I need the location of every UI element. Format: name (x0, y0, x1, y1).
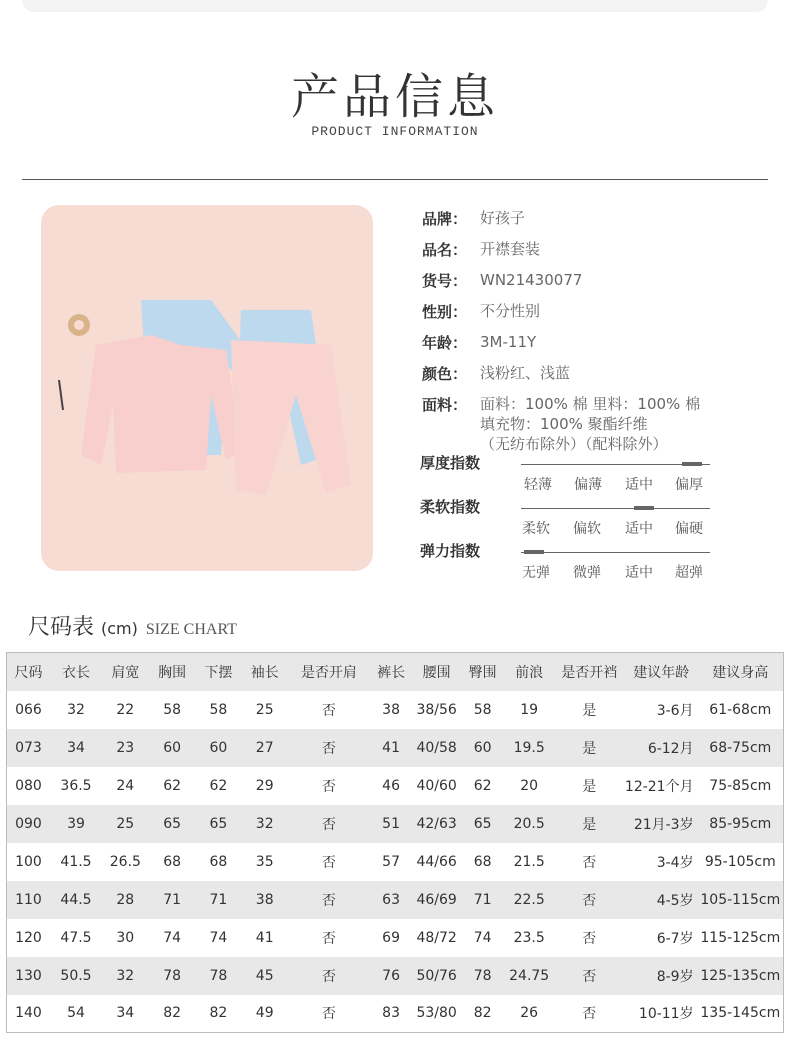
table-cell: 否 (582, 1006, 597, 1023)
index-option: 轻薄 (524, 477, 552, 493)
table-cell: 65 (163, 815, 182, 832)
table-cell: 135-145cm (700, 1005, 781, 1022)
column-header: 尺码 (14, 664, 43, 681)
table-cell: 20 (520, 777, 539, 794)
index-option: 微弹 (573, 565, 601, 581)
table-cell: 066 (15, 701, 42, 718)
table-cell: 34 (67, 739, 85, 756)
table-row (7, 881, 784, 919)
size-chart-heading: 尺码表 (28, 615, 95, 640)
table-cell: 60 (163, 739, 182, 756)
table-cell: 68 (473, 853, 492, 870)
table-cell: 71 (209, 891, 228, 908)
table-cell: 83 (382, 1005, 400, 1022)
table-cell: 是 (582, 816, 597, 833)
table-cell: 3-4岁 (656, 854, 694, 871)
index-marker (524, 550, 544, 554)
table-cell: 21月-3岁 (633, 816, 694, 833)
table-row (7, 957, 784, 995)
table-cell: 68 (163, 853, 182, 870)
table-cell: 41 (255, 929, 274, 946)
table-cell: 否 (321, 930, 336, 947)
divider (22, 179, 768, 180)
table-cell: 44/66 (416, 853, 457, 870)
table-cell: 否 (321, 968, 336, 985)
index-marker (682, 462, 702, 466)
info-value: 开襟套装 (480, 240, 541, 258)
table-cell: 44.5 (60, 891, 92, 908)
table-cell: 19 (520, 701, 539, 718)
table-row (7, 691, 784, 729)
table-cell: 28 (116, 891, 135, 908)
table-cell: 47.5 (60, 929, 92, 946)
index-option: 超弹 (675, 565, 703, 581)
table-cell: 否 (582, 968, 597, 985)
info-value: 不分性别 (480, 302, 541, 320)
info-label: 品牌： (422, 210, 468, 228)
table-row (7, 729, 784, 767)
column-header: 袖长 (250, 664, 279, 681)
size-chart-heading-en: SIZE CHART (145, 621, 237, 638)
index-option: 无弹 (522, 565, 550, 581)
table-cell: 26 (520, 1005, 539, 1022)
table-cell: 30 (116, 929, 135, 946)
table-cell: 40/58 (416, 739, 457, 756)
table-cell: 115-125cm (700, 929, 781, 946)
table-cell: 50.5 (60, 967, 92, 984)
table-row (7, 767, 784, 805)
table-cell: 45 (255, 967, 274, 984)
column-header: 肩宽 (111, 664, 140, 681)
table-row (7, 843, 784, 881)
info-label: 货号： (422, 272, 468, 290)
table-cell: 32 (67, 701, 85, 718)
table-cell: 74 (163, 929, 182, 946)
page-subtitle: PRODUCT INFORMATION (311, 124, 479, 139)
table-cell: 19.5 (513, 739, 545, 756)
table-cell: 否 (321, 1006, 336, 1023)
table-cell: 42/63 (416, 815, 457, 832)
table-cell: 60 (473, 739, 492, 756)
product-photo (41, 205, 373, 571)
table-cell: 27 (255, 739, 274, 756)
table-cell: 36.5 (60, 777, 92, 794)
column-header: 前浪 (515, 664, 544, 681)
table-cell: 32 (116, 967, 135, 984)
table-cell: 63 (382, 891, 400, 908)
table-cell: 75-85cm (709, 777, 772, 794)
table-cell: 61-68cm (709, 701, 772, 718)
info-name (422, 239, 540, 260)
table-cell: 60 (209, 739, 228, 756)
table-cell: 25 (116, 815, 135, 832)
column-header: 是否开肩 (300, 664, 357, 681)
table-cell: 38/56 (416, 701, 457, 718)
table-cell: 35 (255, 853, 274, 870)
table-cell: 4-5岁 (656, 892, 694, 909)
info-label: 年龄： (422, 334, 468, 352)
table-cell: 29 (255, 777, 274, 794)
fabric-line: 填充物：100% 聚酯纤维 (480, 415, 648, 433)
table-cell: 71 (163, 891, 182, 908)
column-header: 建议身高 (712, 664, 769, 681)
table-cell: 3-6月 (656, 702, 694, 719)
table-cell: 100 (15, 853, 42, 870)
column-header: 裤长 (377, 664, 406, 681)
info-color (422, 363, 570, 384)
index-label: 厚度指数 (420, 454, 481, 472)
info-value: 好孩子 (480, 209, 526, 227)
table-cell: 78 (209, 967, 228, 984)
table-cell: 6-7岁 (656, 930, 694, 947)
info-value: 3M-11Y (480, 333, 537, 351)
table-cell: 51 (382, 815, 400, 832)
table-cell: 68 (209, 853, 228, 870)
table-row (7, 995, 784, 1033)
table-cell: 21.5 (513, 853, 545, 870)
table-cell: 23 (116, 739, 135, 756)
column-header: 下摆 (204, 664, 233, 681)
index-option: 柔软 (522, 521, 550, 537)
table-cell: 110 (15, 891, 42, 908)
table-cell: 68-75cm (709, 739, 772, 756)
info-age (422, 332, 536, 353)
index-scale (521, 508, 710, 509)
top-card-edge (22, 0, 768, 12)
column-header: 建议年龄 (633, 664, 690, 681)
table-cell: 20.5 (513, 815, 545, 832)
table-cell: 否 (321, 778, 336, 795)
table-cell: 8-9岁 (656, 968, 694, 985)
index-option: 适中 (625, 477, 653, 493)
table-cell: 否 (321, 740, 336, 757)
table-cell: 41.5 (60, 853, 92, 870)
table-cell: 25 (255, 701, 274, 718)
table-cell: 080 (15, 777, 42, 794)
table-cell: 71 (473, 891, 492, 908)
index-marker (634, 506, 654, 510)
table-cell: 39 (67, 815, 85, 832)
table-row (7, 805, 784, 843)
info-value: 浅粉红、浅蓝 (480, 364, 571, 382)
table-cell: 是 (582, 702, 597, 719)
table-cell: 38 (255, 891, 274, 908)
table-cell: 69 (382, 929, 400, 946)
table-cell: 24.75 (509, 967, 550, 984)
table-cell: 是 (582, 778, 597, 795)
table-cell: 否 (582, 892, 597, 909)
table-cell: 74 (209, 929, 228, 946)
info-brand (422, 208, 525, 229)
table-cell: 是 (582, 740, 597, 757)
fabric-line: 面料：100% 棉 里料：100% 棉 (480, 395, 701, 413)
size-chart-unit: (cm) (101, 619, 138, 638)
table-cell: 82 (209, 1005, 228, 1022)
table-cell: 62 (209, 777, 228, 794)
column-header: 臀围 (468, 664, 497, 681)
table-cell: 38 (382, 701, 400, 718)
info-label: 面料： (422, 396, 468, 414)
info-sku (422, 270, 582, 291)
table-cell: 53/80 (416, 1005, 457, 1022)
info-fabric (422, 394, 700, 454)
table-cell: 82 (473, 1005, 492, 1022)
table-cell: 否 (321, 892, 336, 909)
index-label: 弹力指数 (420, 542, 481, 560)
table-cell: 49 (255, 1005, 274, 1022)
fabric-line: （无纺布除外）（配料除外） (480, 435, 668, 453)
index-label: 柔软指数 (420, 498, 481, 516)
info-value (480, 394, 700, 454)
table-cell: 6-12月 (647, 740, 694, 757)
table-cell: 78 (163, 967, 182, 984)
column-header: 胸围 (158, 664, 187, 681)
index-scale (521, 552, 710, 553)
table-cell: 105-115cm (700, 891, 781, 908)
table-cell: 073 (15, 739, 42, 756)
table-cell: 58 (209, 701, 228, 718)
column-header: 腰围 (422, 664, 451, 681)
index-option: 偏厚 (675, 477, 703, 493)
table-cell: 46 (382, 777, 400, 794)
info-label: 品名： (422, 241, 468, 259)
info-gender (422, 301, 540, 322)
index-option: 偏薄 (574, 477, 602, 493)
table-cell: 12-21个月 (624, 778, 694, 795)
table-cell: 76 (382, 967, 400, 984)
table-row (7, 919, 784, 957)
table-cell: 48/72 (416, 929, 457, 946)
table-cell: 125-135cm (700, 967, 781, 984)
table-cell: 32 (255, 815, 274, 832)
table-header-row (7, 653, 784, 691)
index-option: 适中 (625, 565, 653, 581)
table-cell: 57 (382, 853, 400, 870)
table-cell: 58 (473, 701, 492, 718)
table-cell: 090 (15, 815, 42, 832)
table-cell: 74 (473, 929, 492, 946)
table-cell: 78 (473, 967, 492, 984)
table-cell: 65 (209, 815, 228, 832)
size-chart-title (28, 610, 237, 641)
table-cell: 120 (15, 929, 42, 946)
index-option: 偏硬 (675, 521, 703, 537)
table-cell: 58 (163, 701, 182, 718)
table-cell: 10-11岁 (638, 1006, 694, 1023)
table-cell: 46/69 (416, 891, 457, 908)
table-cell: 否 (321, 816, 336, 833)
table-cell: 130 (15, 967, 42, 984)
table-cell: 65 (473, 815, 492, 832)
table-cell: 85-95cm (709, 815, 772, 832)
table-cell: 95-105cm (704, 853, 776, 870)
table-cell: 54 (67, 1005, 85, 1022)
info-label: 性别： (422, 303, 468, 321)
table-cell: 40/60 (416, 777, 457, 794)
size-chart-table (6, 652, 784, 1033)
info-label: 颜色： (422, 365, 468, 383)
index-option: 偏软 (573, 521, 601, 537)
table-cell: 22.5 (513, 891, 545, 908)
table-cell: 62 (163, 777, 182, 794)
table-cell: 否 (321, 854, 336, 871)
table-cell: 140 (15, 1005, 42, 1022)
column-header: 是否开裆 (561, 664, 618, 681)
table-cell: 26.5 (109, 853, 141, 870)
index-option: 适中 (625, 521, 653, 537)
table-cell: 62 (473, 777, 492, 794)
table-cell: 41 (382, 739, 400, 756)
table-cell: 50/76 (416, 967, 457, 984)
page-title: 产品信息 (290, 69, 499, 125)
table-cell: 82 (163, 1005, 182, 1022)
table-cell: 24 (116, 777, 135, 794)
table-cell: 34 (116, 1005, 135, 1022)
table-cell: 23.5 (513, 929, 545, 946)
column-header: 衣长 (62, 664, 91, 681)
table-cell: 否 (582, 930, 597, 947)
table-cell: 22 (116, 701, 135, 718)
table-cell: 否 (321, 702, 336, 719)
table-cell: 否 (582, 854, 597, 871)
info-value: WN21430077 (480, 271, 583, 289)
